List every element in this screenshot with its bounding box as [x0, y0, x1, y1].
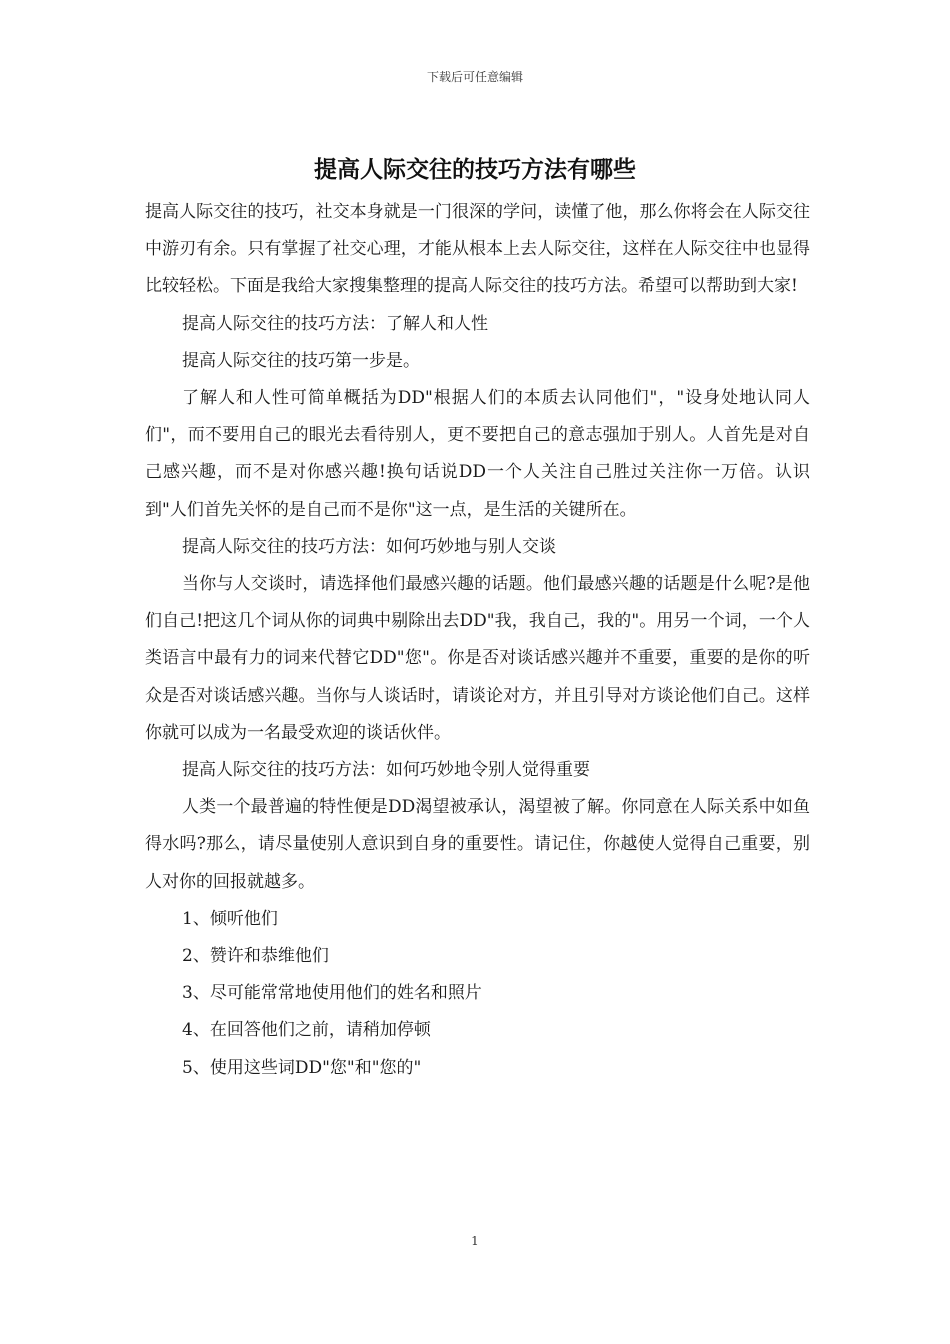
section-heading-conversation: 提高人际交往的技巧方法：如何巧妙地与别人交谈 — [182, 536, 556, 557]
page-number: 1 — [471, 1234, 479, 1248]
paragraph: 了解人和人性可简单概括为DD"根据人们的本质去认同他们"，"设身处地认同人们"，而不要用自己的眼光去看待别人，更不要把自己的意志强加于别人。人首先是对自己感兴趣，而不是对你感兴趣!换句话说DD一个人关注自己胜过关注你一万倍。认识到"人们首先关怀的是自己而不是你"这一点，是生活的关键所在。 — [145, 388, 810, 520]
list-item: 2、赞许和恭维他们 — [182, 946, 329, 967]
header-note: 下载后可任意编辑 — [426, 70, 523, 84]
paragraph: 提高人际交往的技巧第一步是。 — [182, 350, 420, 371]
list-item: 1、倾听他们 — [182, 908, 278, 929]
section-heading-importance: 提高人际交往的技巧方法：如何巧妙地令别人觉得重要 — [182, 760, 590, 781]
paragraph: 当你与人交谈时，请选择他们最感兴趣的话题。他们最感兴趣的话题是什么呢?是他们自己!把这几个词从你的词典中剔除出去DD"我，我自己，我的"。用另一个词，一个人类语言中最有力的词来代替它DD"您"。你是否对谈话感兴趣并不重要，重要的是你的听众是否对谈话感兴趣。当你与人谈话时，请谈论对方，并且引导对方谈论他们自己。这样你就可以成为一名最受欢迎的谈话伙伴。 — [145, 574, 810, 743]
section-heading-understand-people: 提高人际交往的技巧方法：了解人和人性 — [182, 313, 488, 334]
list-item: 5、使用这些词DD"您"和"您的" — [182, 1057, 422, 1078]
list-item: 3、尽可能常常地使用他们的姓名和照片 — [182, 983, 482, 1004]
list-item: 4、在回答他们之前，请稍加停顿 — [182, 1020, 431, 1041]
paragraph-intro: 提高人际交往的技巧，社交本身就是一门很深的学问，读懂了他，那么你将会在人际交往中游刃有余。只有掌握了社交心理，才能从根本上去人际交往，这样在人际交往中也显得比较轻松。下面是我给大家搜集整理的提高人际交往的技巧方法。希望可以帮助到大家! — [145, 202, 810, 297]
document-body — [145, 194, 810, 1087]
document-title: 提高人际交往的技巧方法有哪些 — [314, 156, 636, 183]
paragraph: 人类一个最普遍的特性便是DD渴望被承认，渴望被了解。你同意在人际关系中如鱼得水吗?那么，请尽量使别人意识到自身的重要性。请记住，你越使人觉得自己重要，别人对你的回报就越多。 — [145, 797, 810, 892]
